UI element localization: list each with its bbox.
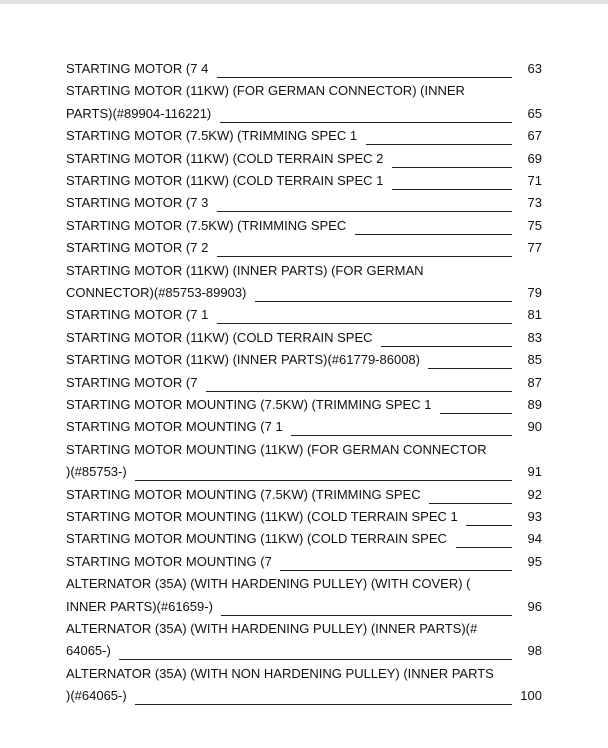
toc-page-number[interactable]: 77 [527, 240, 542, 256]
toc-leader-rule [206, 391, 512, 392]
toc-page-number[interactable]: 91 [527, 464, 542, 480]
toc-page-number[interactable]: 63 [527, 61, 542, 76]
toc-leader-rule [220, 122, 512, 123]
toc-leader-rule [217, 211, 512, 212]
toc-page-number[interactable]: 79 [527, 285, 542, 300]
toc-entry-line[interactable] [66, 350, 542, 370]
toc-entry-line[interactable] [66, 641, 542, 661]
toc-entry-title: )(#85753-) [66, 464, 127, 480]
toc-page-number[interactable]: 92 [527, 486, 542, 502]
toc-entry-title: INNER PARTS)(#61659-) [66, 598, 213, 614]
toc-page-number[interactable]: 71 [527, 173, 542, 188]
toc-leader-rule [366, 144, 512, 145]
toc-entry-title: ALTERNATOR (35A) (WITH HARDENING PULLEY) (INNER PARTS)(# [66, 621, 478, 636]
toc-leader-rule [217, 77, 512, 78]
toc-entry-title: STARTING MOTOR MOUNTING (11KW) (COLD TERRAIN SPEC 1 [66, 509, 458, 524]
toc-entry-line-continued[interactable] [66, 664, 542, 684]
toc-leader-rule [392, 189, 512, 190]
toc-leader-rule [355, 234, 512, 235]
toc-entry-line[interactable] [66, 149, 542, 169]
toc-leader-rule [466, 525, 512, 526]
toc-entry-title: STARTING MOTOR MOUNTING (11KW) (COLD TERRAIN SPEC [66, 531, 447, 547]
toc-entry-line[interactable] [66, 686, 542, 706]
toc-leader-rule [392, 167, 512, 168]
toc-entry-title: ALTERNATOR (35A) (WITH HARDENING PULLEY) (WITH COVER) ( [66, 576, 471, 592]
toc-entry-line-continued[interactable] [66, 261, 542, 281]
toc-entry-line[interactable] [66, 552, 542, 572]
toc-page-number[interactable]: 98 [527, 643, 542, 659]
toc-page-number[interactable]: 69 [527, 150, 542, 166]
toc-leader-rule [221, 615, 512, 616]
toc-entry-title: STARTING MOTOR (7 4 [66, 61, 209, 76]
toc-leader-rule [119, 659, 512, 660]
toc-page-number[interactable]: 81 [527, 307, 542, 323]
toc-entry-line[interactable] [66, 104, 542, 124]
toc-entry-line[interactable] [66, 216, 542, 236]
toc-page-number[interactable]: 93 [527, 509, 542, 524]
toc-entry-line[interactable] [66, 283, 542, 303]
toc-leader-rule [135, 480, 512, 481]
toc-leader-rule [381, 346, 512, 347]
toc-page-number[interactable]: 75 [527, 217, 542, 233]
toc-entry-title: STARTING MOTOR (11KW) (COLD TERRAIN SPEC 1 [66, 173, 384, 188]
toc-leader-rule [291, 435, 512, 436]
toc-entry-title: STARTING MOTOR (7 3 [66, 195, 209, 211]
toc-page-number[interactable]: 85 [527, 352, 542, 368]
toc-leader-rule [440, 413, 512, 414]
toc-entry-line-continued[interactable] [66, 440, 542, 460]
toc-entry-title: STARTING MOTOR (11KW) (COLD TERRAIN SPEC [66, 329, 373, 345]
toc-entry-title: STARTING MOTOR (7.5KW) (TRIMMING SPEC 1 [66, 128, 358, 144]
toc-entry-line[interactable] [66, 171, 542, 191]
toc-entry-title: STARTING MOTOR MOUNTING (7.5KW) (TRIMMING SPEC [66, 486, 421, 502]
toc-entry-line[interactable] [66, 597, 542, 617]
toc-entry-title: STARTING MOTOR (7.5KW) (TRIMMING SPEC [66, 217, 347, 233]
toc-entry-line[interactable] [66, 305, 542, 325]
toc-page-number[interactable]: 94 [527, 531, 542, 547]
toc-entry-title: STARTING MOTOR MOUNTING (11KW) (FOR GERMAN CONNECTOR [66, 441, 487, 457]
toc-entry-line[interactable] [66, 462, 542, 482]
toc-entry-title: PARTS)(#89904-116221) [66, 105, 212, 121]
toc-entry-title: )(#64065-) [66, 688, 127, 704]
toc-entry-title: STARTING MOTOR (7 2 [66, 240, 209, 256]
toc-entry-title: STARTING MOTOR (11KW) (INNER PARTS)(#61779-86008) [66, 352, 420, 368]
toc-entry-line[interactable] [66, 238, 542, 258]
toc-entry-line-continued[interactable] [66, 574, 542, 594]
toc-entry-line[interactable] [66, 395, 542, 415]
toc-entry-title: STARTING MOTOR (11KW) (INNER PARTS) (FOR GERMAN [66, 262, 424, 278]
toc-entry-line[interactable] [66, 193, 542, 213]
toc-entry-title: 64065-) [66, 643, 111, 659]
toc-leader-rule [217, 256, 512, 257]
toc-page-number[interactable]: 89 [527, 397, 542, 412]
toc-leader-rule [428, 368, 512, 369]
toc-entry-line[interactable] [66, 529, 542, 549]
toc-leader-rule [255, 301, 512, 302]
toc-entry-line-continued[interactable] [66, 81, 542, 101]
toc-page-number[interactable]: 73 [527, 195, 542, 211]
toc-leader-rule [135, 704, 512, 705]
toc-leader-rule [456, 547, 512, 548]
toc-entry-line[interactable] [66, 59, 542, 79]
toc-entry-line[interactable] [66, 485, 542, 505]
toc-entry-title: STARTING MOTOR (11KW) (COLD TERRAIN SPEC 2 [66, 150, 384, 166]
toc-page-number[interactable]: 65 [527, 105, 542, 121]
toc-entry-title: CONNECTOR)(#85753-89903) [66, 285, 247, 300]
toc-entry-line[interactable] [66, 417, 542, 437]
toc-entry-title: STARTING MOTOR MOUNTING (7.5KW) (TRIMMING SPEC 1 [66, 397, 432, 412]
toc-entry-line[interactable] [66, 328, 542, 348]
toc-page-number[interactable]: 95 [527, 553, 542, 569]
toc-entry-title: ALTERNATOR (35A) (WITH NON HARDENING PULLEY) (INNER PARTS [66, 665, 494, 681]
toc-entry-title: STARTING MOTOR MOUNTING (7 [66, 553, 272, 569]
toc-entry-line[interactable] [66, 507, 542, 527]
toc-leader-rule [280, 570, 512, 571]
toc-entry-title: STARTING MOTOR (7 1 [66, 307, 209, 323]
toc-entry-title: STARTING MOTOR (7 [66, 374, 198, 390]
toc-leader-rule [429, 503, 512, 504]
toc-entry-line-continued[interactable] [66, 619, 542, 639]
toc-page-number[interactable]: 90 [527, 419, 542, 435]
toc-entry-line[interactable] [66, 373, 542, 393]
toc-page-number[interactable]: 83 [527, 329, 542, 345]
toc-entry-line[interactable] [66, 126, 542, 146]
toc-page-number[interactable]: 96 [527, 598, 542, 614]
toc-entry-title: STARTING MOTOR MOUNTING (7 1 [66, 419, 283, 435]
toc-page-number[interactable]: 87 [527, 374, 542, 390]
toc-entry-title: STARTING MOTOR (11KW) (FOR GERMAN CONNECTOR) (INNER [66, 83, 465, 99]
toc-page-number[interactable]: 100 [520, 688, 542, 704]
toc-leader-rule [217, 323, 512, 324]
toc-page-number[interactable]: 67 [527, 128, 542, 144]
